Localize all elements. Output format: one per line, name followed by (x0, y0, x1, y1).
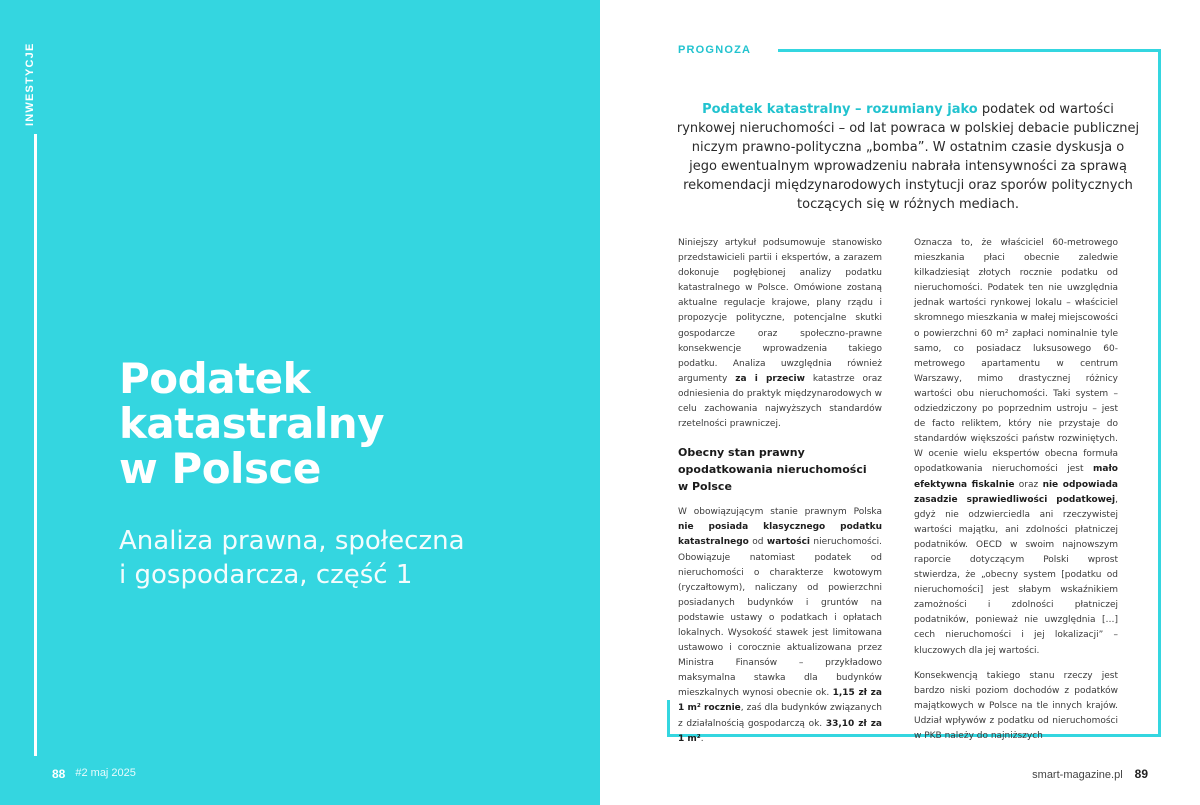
lead-accent: Podatek katastralny – rozumiany jako (702, 102, 978, 117)
paragraph (678, 505, 882, 747)
bold-text: mało efektywna fiskalnie (914, 464, 1118, 490)
text-run: katastrze oraz odniesienia do praktyk międzynarodowych w celu zachowania najwyższych standardów rzetelności prawniczej. (678, 373, 882, 430)
text-column-1 (678, 236, 882, 757)
text-run: Oznacza to, że właściciel 60-metrowego mieszkania płaci obecnie zaledwie kilkadziesiąt złotych rocznie podatku od nieruchomości. Podatek ten nie uwzględnia jednak wartości rynkowej lokalu – właściciel skromnego mieszkania w małej miejscowości o powierzchni 60 m² zapłaci nominalnie tyle samo, co posiadacz luksusowego 60-metrowego apartamentu w centrum Warszawy, mimo drastycznej różnicy wartości obu nieruchomości. Taki system – odziedziczony po poprzednim ustroju – jest de facto reliktem, który nie przystaje do standardów większości państw rozwiniętych. W ocenie wielu ekspertów obecna formuła opodatkowania nieruchomości jest (914, 238, 1118, 475)
frame-line-left (667, 700, 670, 737)
page-number-right: 89 (1134, 767, 1148, 781)
text-run: . (700, 733, 704, 744)
section-label: PROGNOZA (678, 44, 752, 56)
subtitle-line-1: Analiza prawna, społeczna (119, 526, 465, 556)
title-line-2: katastralny (119, 399, 384, 448)
site-url: smart-magazine.pl (1032, 769, 1123, 781)
paragraph (678, 236, 882, 432)
text-run: Niniejszy artykuł podsumowuje stanowisko przedstawicieli partii i ekspertów, a zarazem dokonuje pogłębionej analizy podatku katastralnego w Polsce. Omówione zostaną aktualne regulacje krajowe, plany rządu i propozycje polityczne, potencjalne skutki gospodarcze oraz społeczno-prawne konsekwencje wprowadzenia takiego podatku. Analiza uwzględnia również argumenty (678, 238, 882, 384)
bold-text: nie odpowiada zasadzie sprawiedliwości podatkowej (914, 479, 1118, 505)
bold-text: 33,10 zł za 1 m² (678, 718, 882, 744)
title-line-1: Podatek (119, 354, 311, 403)
section-label-vertical: INWESTYCJE (24, 42, 36, 126)
right-page (600, 0, 1200, 805)
right-footer (1032, 767, 1148, 781)
subtitle-line-2: i gospodarcza, część 1 (119, 560, 413, 590)
frame-line-top (778, 49, 1161, 52)
title-line-3: w Polsce (119, 444, 321, 493)
article-subtitle (119, 524, 539, 592)
issue-label: #2 maj 2025 (75, 767, 136, 779)
paragraph: Konsekwencją takiego stanu rzeczy jest bardzo niski poziom dochodów z podatków majątkowych w Polsce na tle innych krajów. Udział wpływów z podatku od nieruchomości w PKB należy do najniższych (914, 670, 1118, 741)
text-run: W obowiązującym stanie prawnym Polska (678, 507, 882, 518)
article-title (119, 356, 539, 491)
text-column-2 (914, 236, 1118, 754)
bold-text: 1,15 zł za 1 m² rocznie (678, 688, 882, 714)
bold-text: wartości (766, 537, 810, 548)
lead-paragraph (676, 100, 1140, 214)
text-run: , gdyż nie odzwierciedla ani rzeczywistej wartości majątku, ani zdolności płatniczej podatników. OECD w swoim najnowszym raporcie dotyczącym Polski wprost stwierdza, że „obecny system [podatku od nieruchomości] jest słabym wskaźnikiem zamożności i zdolności płatniczej podatników, ponieważ nie uwzględnia […] cech nieruchomości i jej lokalizacji” – kluczowych dla jej wartości. (914, 494, 1118, 656)
text-run: nieruchomości. Obowiązuje natomiast podatek od nieruchomości o charakterze kwotowym (ryczałtowym), naliczany od powierzchni posiadanych budynków i gruntów na podstawie ustawy o podatkach i opłatach lokalnych. Wysokość stawek jest limitowana ustawowo i corocznie aktualizowana przez Ministra Finansów – przykładowo maksymalna stawka dla budynków mieszkalnych wynosi obecnie ok. (678, 537, 882, 699)
paragraph (914, 236, 1118, 659)
frame-line-right (1158, 49, 1161, 737)
text-run: od (748, 537, 767, 548)
left-footer (52, 767, 136, 781)
text-run: oraz (1014, 479, 1043, 490)
section-heading: Obecny stan prawny opodatkowania nieruchomości w Polsce (678, 446, 867, 494)
vertical-divider (34, 134, 37, 756)
page-number-left: 88 (52, 767, 66, 781)
lead-text: podatek od wartości rynkowej nieruchomości – od lat powraca w polskiej debacie publicznej niczym prawno-polityczna „bomba”. W ostatnim czasie dyskusja o jego ewentualnym wprowadzeniu nabrała intensywności za sprawą rekomendacji międzynarodowych instytucji oraz sporów politycznych toczących się w różnych mediach. (676, 102, 1140, 212)
bold-text: nie posiada klasycznego podatku katastralnego (678, 522, 882, 548)
bold-text: za i przeciw (735, 373, 805, 384)
text-run: , zaś dla budynków związanych z działalnością gospodarczą ok. (678, 703, 883, 729)
